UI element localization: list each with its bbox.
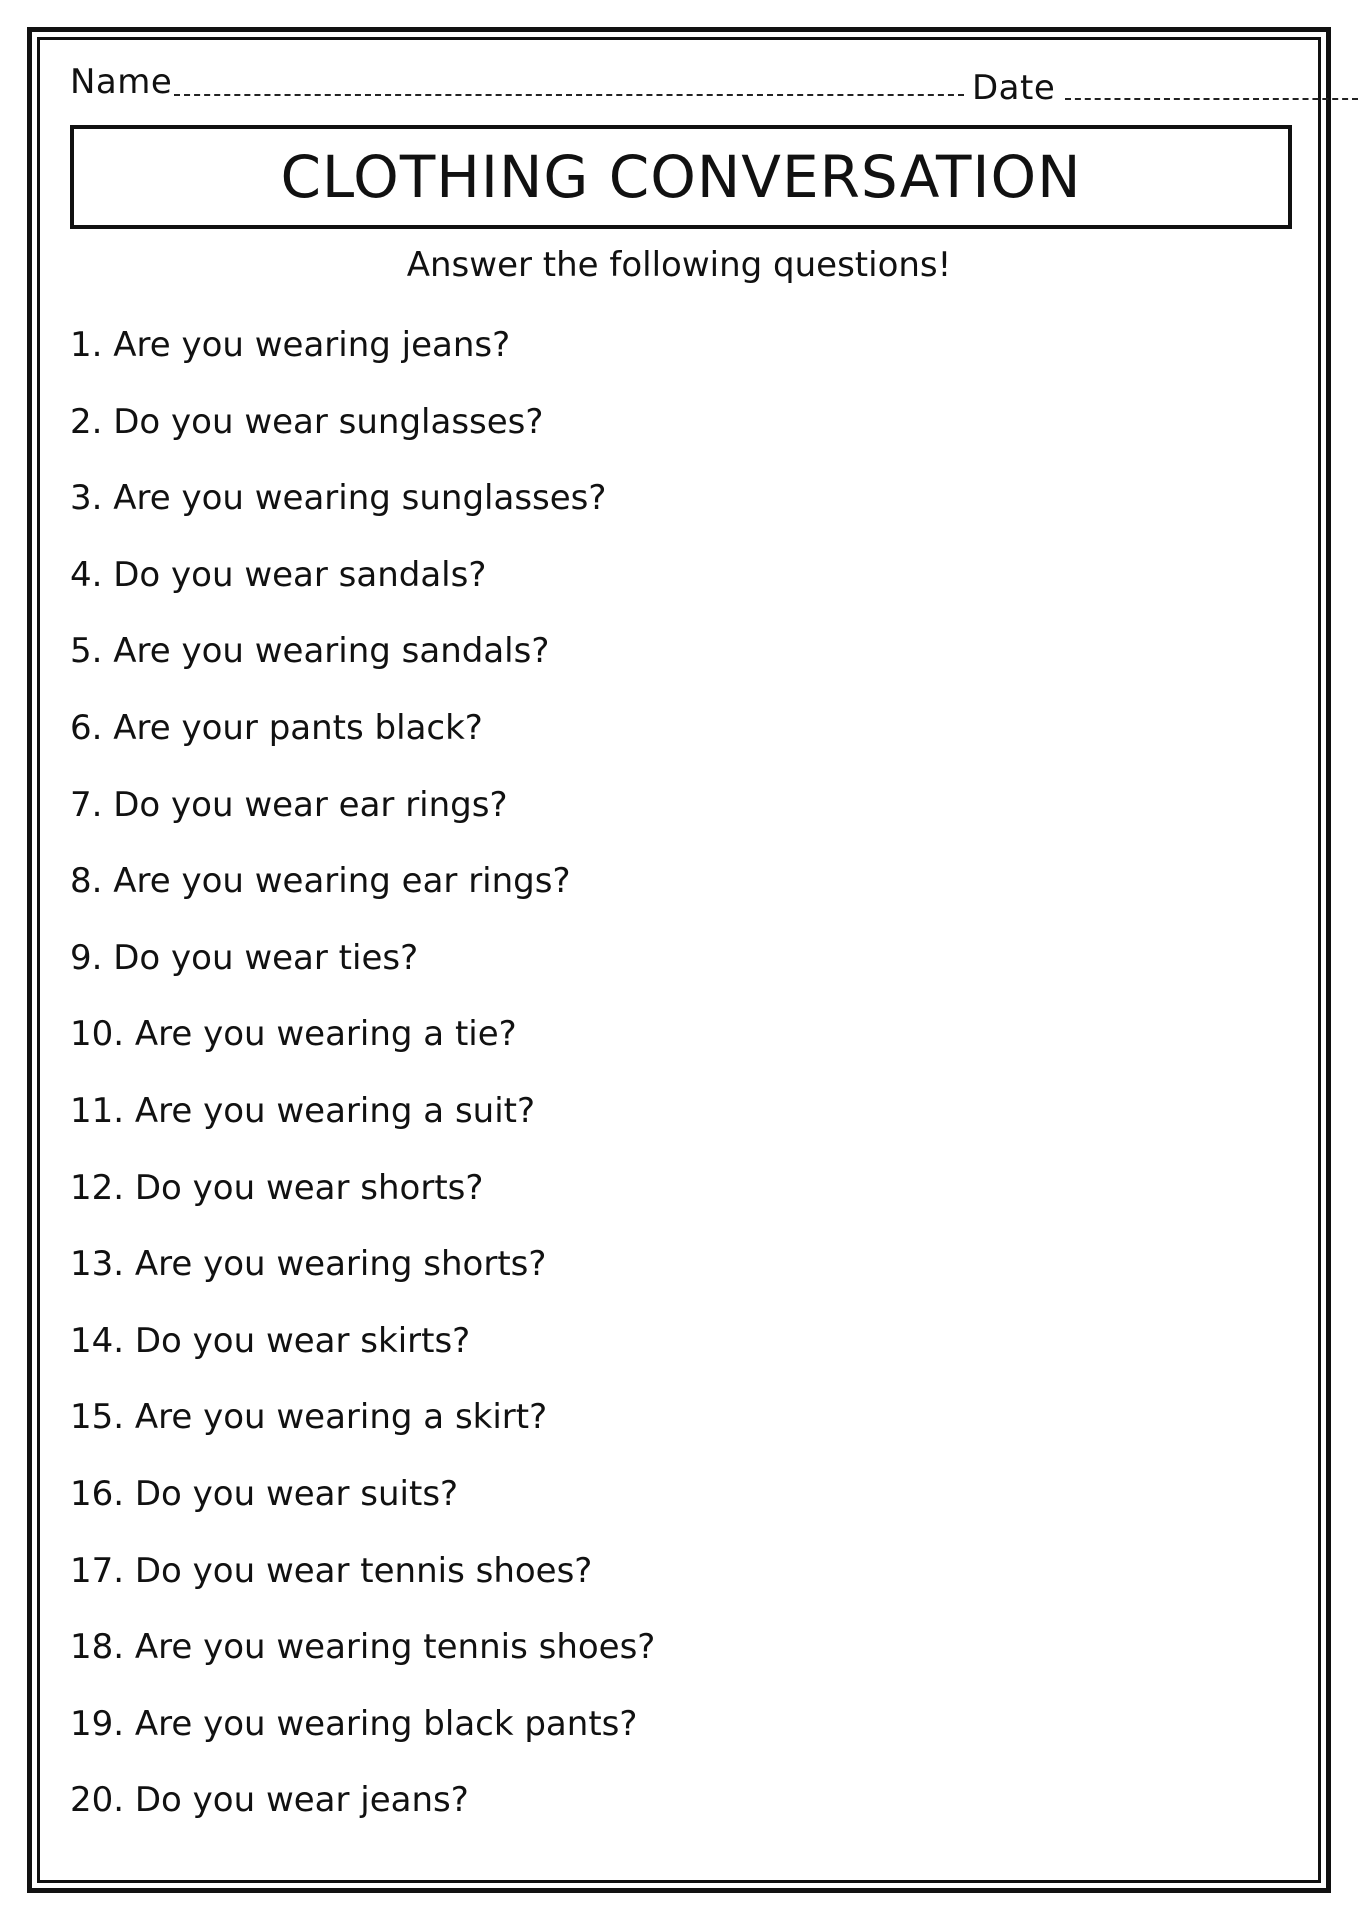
question-item: 13. Are you wearing shorts? <box>70 1244 547 1285</box>
question-item: 4. Do you wear sandals? <box>70 554 487 595</box>
name-field[interactable] <box>174 94 964 96</box>
question-item: 14. Do you wear skirts? <box>70 1320 471 1361</box>
worksheet-title: CLOTHING CONVERSATION <box>280 143 1082 211</box>
question-item: 16. Do you wear suits? <box>70 1473 459 1514</box>
question-item: 2. Do you wear sunglasses? <box>70 401 544 442</box>
instructions-text: Answer the following questions! <box>406 245 952 285</box>
question-item: 20. Do you wear jeans? <box>70 1780 469 1821</box>
name-label: Name <box>70 62 173 102</box>
question-item: 3. Are you wearing sunglasses? <box>70 478 607 519</box>
question-item: 6. Are your pants black? <box>70 707 483 748</box>
question-item: 7. Do you wear ear rings? <box>70 784 508 825</box>
question-item: 19. Are you wearing black pants? <box>70 1703 638 1744</box>
question-item: 1. Are you wearing jeans? <box>70 325 511 365</box>
question-item: 11. Are you wearing a suit? <box>70 1090 536 1131</box>
date-label: Date <box>972 68 1056 108</box>
title-box <box>70 125 1292 229</box>
question-item: 17. Do you wear tennis shoes? <box>70 1550 593 1591</box>
question-item: 10. Are you wearing a tie? <box>70 1014 517 1055</box>
question-item: 15. Are you wearing a skirt? <box>70 1397 548 1438</box>
question-item: 8. Are you wearing ear rings? <box>70 861 571 902</box>
question-item: 5. Are you wearing sandals? <box>70 631 550 672</box>
name-date-header <box>70 60 1292 110</box>
question-item: 12. Do you wear shorts? <box>70 1167 484 1208</box>
question-item: 9. Do you wear ties? <box>70 937 419 978</box>
question-list <box>70 320 1270 1852</box>
date-field[interactable] <box>1065 98 1358 100</box>
question-item: 18. Are you wearing tennis shoes? <box>70 1627 656 1668</box>
